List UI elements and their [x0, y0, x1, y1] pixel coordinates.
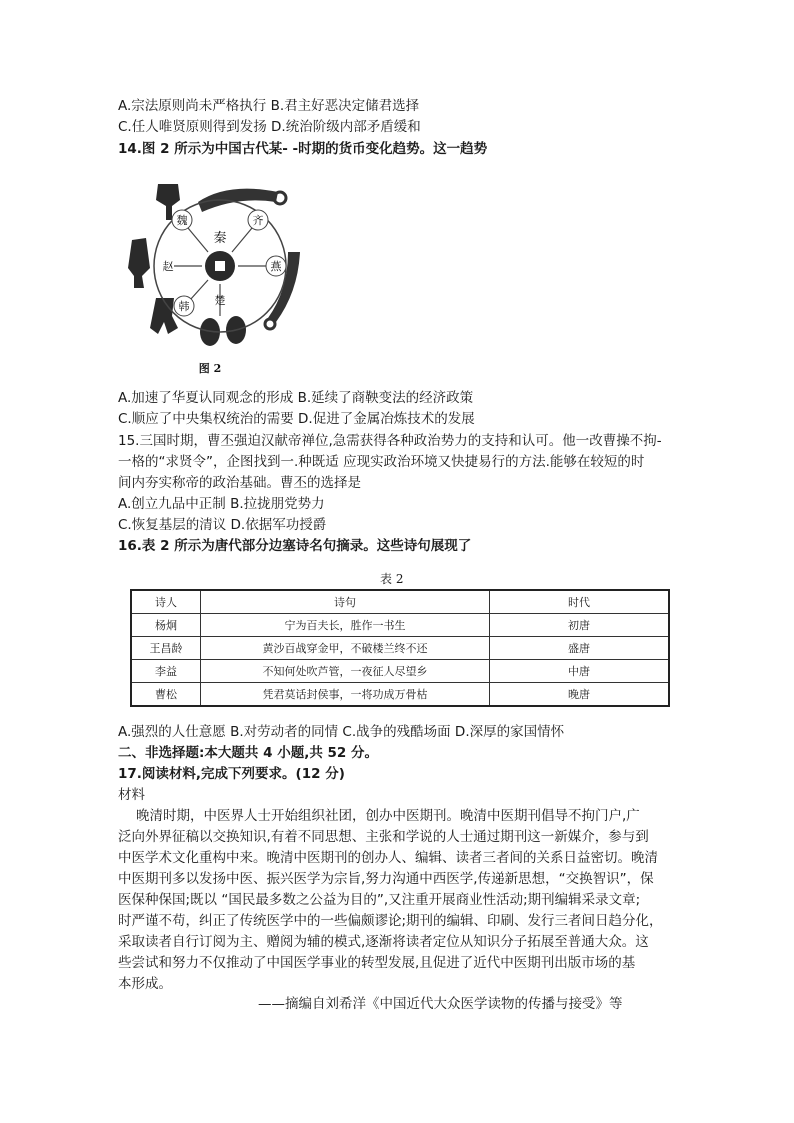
table-row: [131, 614, 669, 637]
material-paragraph: [118, 806, 678, 995]
state-label-yan: 燕: [270, 260, 282, 273]
spade-coin-icon-bottom: [150, 298, 178, 334]
paragraph-line: 些尝试和努力不仅推动了中国医学事业的转型发展,且促进了近代中医期刊出版市场的基: [118, 955, 636, 971]
q14-stem: 14.图 2 所示为中国古代某- -时期的货币变化趋势。这一趋势: [118, 141, 488, 157]
header-era: 时代: [490, 590, 670, 614]
verse-cell: 黄沙百战穿金甲，不破楼兰终不还: [201, 637, 490, 660]
q16-stem: 16.表 2 所示为唐代部分边塞诗名句摘录。这些诗句展现了: [118, 538, 472, 554]
state-label-qi: 齐: [252, 214, 264, 227]
poem-table: [130, 589, 670, 707]
q15-options-line-2: C.恢复基层的清议 D.依据军功授爵: [118, 517, 327, 533]
era-cell: 初唐: [490, 614, 670, 637]
verse-cell: 宁为百夫长，胜作一书生: [201, 614, 490, 637]
paragraph-line: 本形成。: [118, 976, 172, 992]
table-row: [131, 683, 669, 707]
paragraph-line: 泛向外界征稿以交换知识,有着不同思想、主张和学说的人士通过期刊这一新媒介，参与到: [118, 829, 649, 845]
q13-options-line-2: C.任人唯贤原则得到发扬 D.统治阶级内部矛盾缓和: [118, 119, 421, 135]
q15-stem-line-3: 间内夯实称帝的政治基础。曹丕的选择是: [118, 475, 361, 491]
poet-cell: 曹松: [131, 683, 201, 707]
coin-square-hole: [215, 261, 225, 271]
verse-cell: 不知何处吹芦管，一夜征人尽望乡: [201, 660, 490, 683]
q13-options-line-1: A.宗法原则尚未严格执行 B.君主好恶决定储君选择: [118, 98, 420, 114]
section-2-heading: 二、非选择题:本大题共 4 小题,共 52 分。: [118, 745, 379, 761]
era-cell: 中唐: [490, 660, 670, 683]
paragraph-line: 中医期刊多以发扬中医、振兴医学为宗旨,努力沟通中西医学,传递新思想，“交换智识”，保: [118, 871, 654, 887]
era-cell: 晚唐: [490, 683, 670, 707]
state-label-zhao: 赵: [162, 260, 174, 273]
paragraph-line: 晚清时期，中医界人士开始组织社团，创办中医期刊。晚清中医期刊倡导不拘门户,广: [136, 808, 640, 824]
q15-options-line-1: A.创立九品中正制 B.拉拢朋党势力: [118, 496, 325, 512]
poet-cell: 李益: [131, 660, 201, 683]
paragraph-line: 医保种保国;既以 “国民最多数之公益为目的”,又注重开展商业性活动;期刊编辑采录文章;: [118, 892, 641, 908]
paragraph-line: 采取读者自行订阅为主、赠阅为辅的模式,逐渐将读者定位从知识分子拓展至普通大众。这: [118, 934, 649, 950]
q14-options-line-2: C.顺应了中央集权统治的需要 D.促进了金属冶炼技术的发展: [118, 411, 475, 427]
verse-cell: 凭君莫话封侯事，一将功成万骨枯: [201, 683, 490, 707]
material-source: ——摘编自刘希洋《中国近代大众医学读物的传播与接受》等: [258, 996, 623, 1012]
header-verse: 诗句: [201, 590, 490, 614]
figure-caption: 图 2: [198, 362, 222, 375]
paragraph-line: 中医学术文化重构中来。晚清中医期刊的创办人、编辑、读者三者间的关系日益密切。晚清: [118, 850, 658, 866]
era-cell: 盛唐: [490, 637, 670, 660]
q14-options-line-1: A.加速了华夏认同观念的形成 B.延续了商鞅变法的经济政策: [118, 390, 474, 406]
q15-stem-line-2: 一格的“求贤令”，企图找到一.种既适 应现实政治环境又快捷易行的方法.能够在较短的时: [118, 454, 645, 470]
figure-2-currency-diagram: [128, 172, 308, 392]
table-header-row: [131, 590, 669, 614]
material-label: 材料: [118, 787, 145, 803]
paragraph-line: 时严谨不苟，纠正了传统医学中的一些偏颇谬论;期刊的编辑、印刷、发行三者间日趋分化，: [118, 913, 663, 929]
table-2-caption: 表 2: [380, 572, 404, 586]
spade-coin-icon-left: [128, 238, 150, 288]
knife-coin-ring-icon-right: [265, 319, 275, 329]
poet-cell: 王昌龄: [131, 637, 201, 660]
q16-options: A.强烈的人仕意愿 B.对劳动者的同情 C.战争的残酷场面 D.深厚的家国情怀: [118, 724, 565, 740]
poet-cell: 杨炯: [131, 614, 201, 637]
state-label-han: 韩: [178, 300, 190, 313]
header-poet: 诗人: [131, 590, 201, 614]
table-row: [131, 660, 669, 683]
center-label: 秦: [213, 231, 227, 246]
q17-stem: 17.阅读材料,完成下列要求。(12 分): [118, 766, 345, 782]
state-label-chu: 楚: [214, 294, 226, 307]
table-row: [131, 637, 669, 660]
state-label-wei: 魏: [176, 214, 188, 227]
currency-diagram-svg: [128, 172, 308, 392]
q15-stem-line-1: 15.三国时期，曹丕强迫汉献帝禅位,急需获得各种政治势力的支持和认可。他一改曹操不拘-: [118, 433, 662, 449]
